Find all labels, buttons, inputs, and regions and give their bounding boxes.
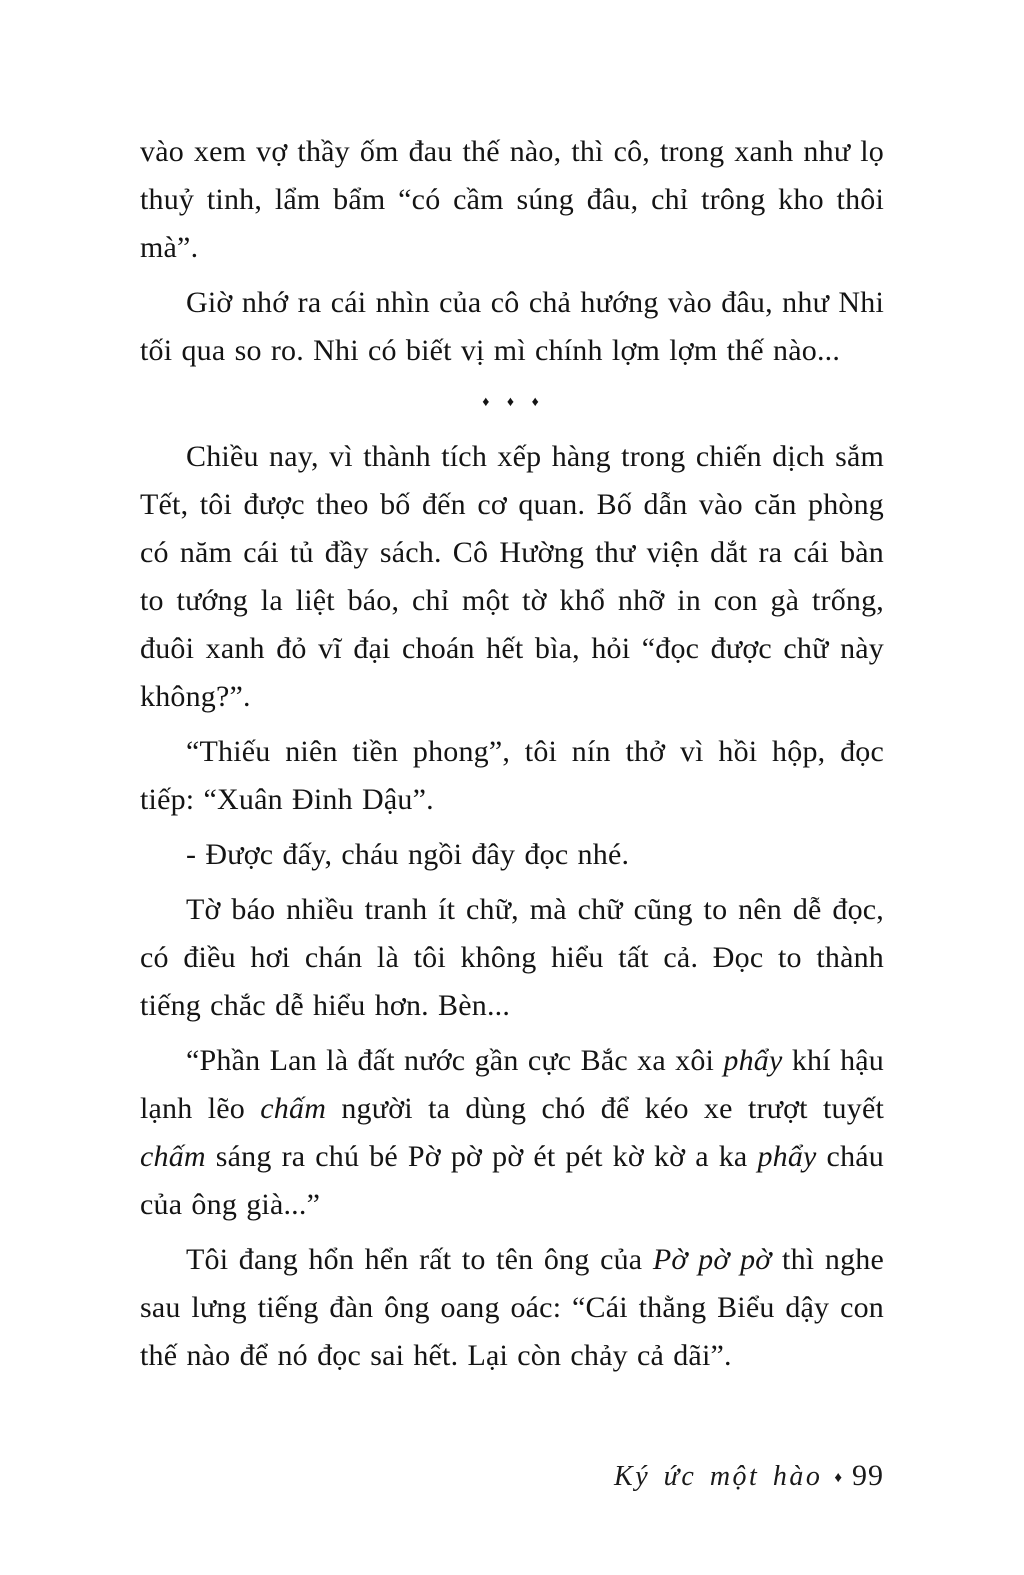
paragraph-6 bbox=[140, 886, 884, 1030]
text-run: Chiều nay, vì thành tích xếp hàng trong chiến dịch sắm Tết, tôi được theo bố đến cơ quan. Bố dẫn vào căn phòng có năm cái tủ đầy sách. Cô Hường thư viện dắt ra cái bàn to tướng la liệt báo, chỉ một tờ khổ nhỡ in con gà trống, đuôi xanh đỏ vĩ đại choán hết bìa, hỏi “đọc được chữ này không?”. bbox=[140, 440, 884, 713]
paragraph-7 bbox=[140, 1037, 884, 1229]
section-separator-diamonds: ♦ ♦ ♦ bbox=[482, 395, 546, 410]
text-run: thì nghe sau lưng tiếng đàn ông oang oác: “Cái thằng Biểu dậy con thế nào để nó đọc sai hết. Lại còn chảy cả dãi”. bbox=[140, 1243, 884, 1372]
page-number: 99 bbox=[852, 1459, 884, 1492]
running-footer bbox=[614, 1459, 884, 1495]
text-run: “Phần Lan là đất nước gần cực Bắc xa xôi bbox=[186, 1044, 724, 1077]
text-run-italic: phẩy bbox=[757, 1140, 817, 1173]
footer-diamond-icon: ♦ bbox=[834, 1470, 842, 1486]
text-run: cháu của ông già...” bbox=[140, 1140, 884, 1221]
book-title: Ký ức một hào bbox=[614, 1461, 823, 1492]
text-run: người ta dùng chó để kéo xe trượt tuyết bbox=[326, 1092, 884, 1125]
paragraph-1 bbox=[140, 128, 884, 272]
text-run: Tôi đang hổn hển rất to tên ông của bbox=[186, 1243, 653, 1276]
text-run-italic: Pờ pờ pờ bbox=[652, 1243, 772, 1276]
paragraph-3 bbox=[140, 433, 884, 721]
text-run-italic: chấm bbox=[140, 1140, 206, 1173]
paragraph-4 bbox=[140, 728, 884, 824]
text-run-italic: phẩy bbox=[723, 1044, 783, 1077]
paragraph-2 bbox=[140, 279, 884, 375]
text-run: “Thiếu niên tiền phong”, tôi nín thở vì hồi hộp, đọc tiếp: “Xuân Đinh Dậu”. bbox=[140, 735, 884, 816]
text-run-italic: chấm bbox=[260, 1092, 327, 1125]
text-run: sáng ra chú bé Pờ pờ pờ ét pét kờ kờ a ka bbox=[205, 1140, 758, 1173]
paragraph-8 bbox=[140, 1236, 884, 1380]
text-run: Tờ báo nhiều tranh ít chữ, mà chữ cũng to nên dễ đọc, có điều hơi chán là tôi không hiểu tất cả. Đọc to thành tiếng chắc dễ hiểu hơn. Bèn... bbox=[140, 893, 884, 1022]
paragraph-5 bbox=[140, 831, 884, 879]
text-run: - Được đấy, cháu ngồi đây đọc nhé. bbox=[186, 838, 630, 871]
text-run: vào xem vợ thầy ốm đau thế nào, thì cô, trong xanh như lọ thuỷ tinh, lẩm bẩm “có cầm súng đâu, chỉ trông kho thôi mà”. bbox=[140, 135, 884, 264]
text-run: Giờ nhớ ra cái nhìn của cô chả hướng vào đâu, như Nhi tối qua so ro. Nhi có biết vị mì chính lợm lợm thế nào... bbox=[140, 286, 884, 367]
text-run: khí hậu lạnh lẽo bbox=[140, 1044, 884, 1125]
